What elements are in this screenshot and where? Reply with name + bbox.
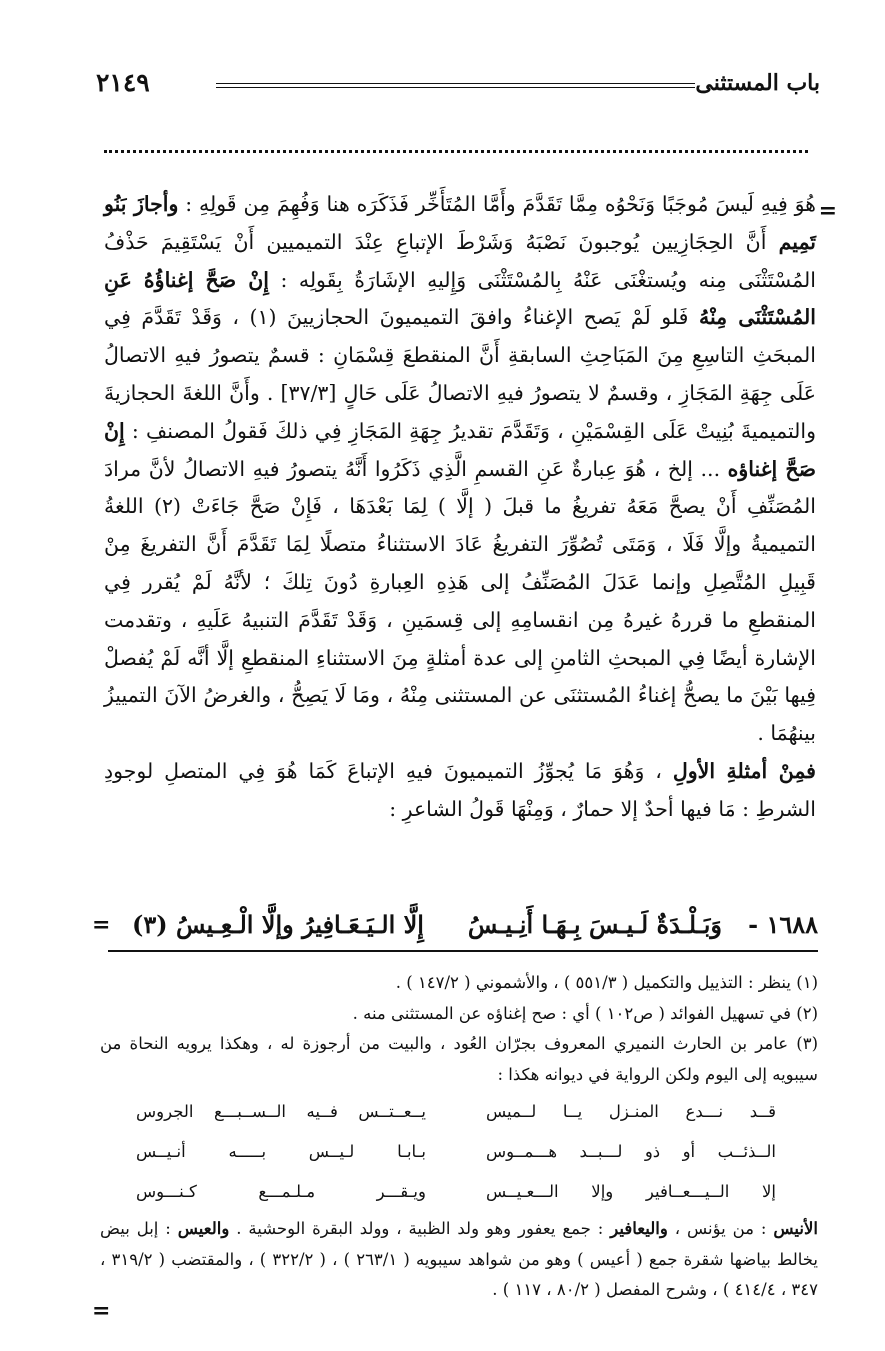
poem-row <box>136 1092 776 1132</box>
bold-quote: إِنْ صَحَّ إغناؤه <box>104 418 816 481</box>
dotted-separator <box>104 150 808 153</box>
paragraph-1: هُوَ فِيهِ لَيسَ مُوجَبًا وَنَحْوُه مِمَّا تَقَدَّمَ وأَمَّا المُتَأَخِّر فَذَكَرَه هنا وَفُهِمَ مِن قَولِهِ : وأجازَ بَنُو تَمِيم أَنَّ الحِجَازِيين يُوجبونَ نَصْبَهُ وَشَرْطَ الإتباعِ عِنْدَ التميميين أَنْ يَسْتَقِيمَ حَذْفُ المُسْتَثْنَى مِنه ويُستغْنَى عَنْهُ بِالمُسْتَثْنَى وَإِليهِ الإشَارَةُ بِقَولِه : إِنْ صَحَّ إغناؤُهُ عَنِ المُسْتَثْنَى مِنْهُ فَلو لَمْ يَصح الإغناءُ وافقَ التميميونَ الحجازيينَ (١) ، وَقَدْ تَقَدَّمَ فِي المبحَثِ التاسِعِ مِنَ المَبَاحِثِ السابقةِ أَنَّ المنقطعَ قِسْمَانِ : قسمٌ يتصورُ فيهِ الاتصالُ عَلَى جِهَةِ المَجَازِ ، وقسمٌ لا يتصورُ فيهِ الاتصالُ عَلَى حَالٍ [٣٧/٣] . وأَنَّ اللغةَ الحجازيةَ والتميميةَ بُنِيتْ عَلَى القِسْمَيْنِ ، وَتَقَدَّمَ تقديرُ جِهَةِ المَجَازِ فِي ذلكَ فَقولُ المصنفِ : إِنْ صَحَّ إغناؤه ... إلخ ، هُوَ عِبارةٌ عَنِ القسمِ الَّذِي ذَكَرُوا أَنَّهُ يتصورُ فيهِ الاتصالُ لأنَّ مرادَ المُصَنِّفِ أَنْ يصحَّ مَعَهُ تفريغُ ما قبلَ ( إلَّا ) لِمَا بَعْدَهَا ، فَإِنْ صَحَّ جَاءَتْ (٢) اللغةُ التميميةُ وإلَّا فَلَا ، وَمَتَى تُصُوِّرَ التفريغُ عَادَ الاستثناءُ متصلًا لِمَا تَقَدَّمَ أَنَّ التفريغَ مِنْ قَبِيلِ المُتَّصِلِ وإنما عَدَلَ المُصَنِّفُ إلى هَذِهِ العِبارةِ دُونَ تِلكَ ؛ لأنَّهُ لَمْ يُقرر فِي المنقطعِ ما قررهُ غيرهُ مِن انقسامِهِ إلى قِسمَينِ ، وَقَدْ تَقَدَّمَ التنبيهُ عَلَيهِ ، وتقدمت الإشارة أيضًا فِي المبحثِ الثامنِ إلى عدة أمثلةٍ مِنَ الاستثناءِ المنقطعِ إلَّا أنَّه لَمْ يُفصلْ فِيها بَيْنَ ما يصحُّ إغناءُ المُستثنَى عن المستثنى مِنْهُ ، ومَا لَا يَصِحُّ ، والغرضُ الآنَ التمييزُ بينهُمَا . <box>104 192 816 746</box>
verse-number: ١٦٨٨ - <box>748 910 818 939</box>
verse-end-mark: = <box>92 912 111 938</box>
header-rule <box>216 83 695 88</box>
footnote-poem <box>136 1092 776 1212</box>
paragraph-2: فمِنْ أمثلةِ الأولِ ، وَهُوَ مَا يُجوِّزُ التميميونَ فيهِ الإتباعَ كَمَا هُوَ فِي المتصلِ لوجودِ الشرطِ : مَا فيها أحدٌ إلا حمارٌ ، وَمِنْهَا قَولُ الشاعرِ : <box>104 758 816 821</box>
bold-quote: فمِنْ أمثلةِ الأولِ <box>672 758 816 783</box>
verse-hemistich-2: إِلَّا الـيَـعَـافِيرُ وإلَّا الْـعِـيسُ (٣) <box>132 910 424 939</box>
footnote-1: (١) ينظر : التذييل والتكميل ( ٥٥١/٣ ) ، والأشموني ( ١٤٧/٢ ) . <box>395 973 818 992</box>
bold-quote: إِنْ صَحَّ إغناؤُهُ عَنِ المُسْتَثْنَى مِنْهُ <box>104 267 816 330</box>
poem-hemistich: يــعــتــس فــيه الــســبـــع الجروس <box>136 1102 426 1121</box>
poem-hemistich: ويـقـــر مـلـمـــع كـنـــوس <box>136 1182 426 1201</box>
footnote-3: (٣) عامر بن الحارث النميري المعروف بجرّان العُود ، والبيت من أرجوزة له ، وهكذا يرويه النحاة من سيبويه إلى اليوم ولكن الرواية في ديوانه هكذا : <box>100 1034 818 1084</box>
verse-line <box>108 906 818 952</box>
page-header <box>96 68 820 108</box>
verse-hemistich-1: وَبَـلْـدَةٌ لَـيـسَ بِـهَـا أَنِـيـسُ <box>467 910 722 939</box>
footnote-2: (٢) في تسهيل الفوائد ( ص١٠٢ ) أي : صح إغناؤه عن المستثنى منه . <box>352 1003 818 1023</box>
poem-row <box>136 1132 776 1172</box>
chapter-title: باب المستثنى <box>695 70 820 96</box>
footnote-end-mark: = <box>92 1298 111 1324</box>
continuation-mark: = <box>818 198 837 224</box>
poem-hemistich: الــذئــب أو ذو لـــبــد هـــمــوس <box>486 1142 776 1161</box>
poem-hemistich: إلا الــيـــعــافير وإلا الـــعـيــس <box>486 1182 776 1201</box>
poem-hemistich: بـابـا لـيــس بـــــه أنـيــس <box>136 1142 426 1161</box>
main-text <box>104 186 816 829</box>
poem-hemistich: قــد نـــدع المنـزل يــا لــميس <box>486 1102 776 1121</box>
bold-quote: وأجازَ بَنُو تَمِيم <box>104 192 816 254</box>
footnote-gloss: الأنيس : من يؤنس ، واليعافير : جمع يعفور وهو ولد الظبية ، وولد البقرة الوحشية . والعيس : إبل بيض يخالط بياضها شقرة جمع ( أعيس ) وهو من شواهد سيبويه ( ٢٦٣/١ ) ، ( ٣٢٢/٢ ) ، والمقتضب ( ٣١٩/٢ ، ٣٤٧ ، ٤١٤/٤ ) ، وشرح المفصل ( ٨٠/٢ ، ١١٧ ) . <box>100 1219 818 1299</box>
page-number: ٢١٤٩ <box>96 68 150 97</box>
poem-row <box>136 1172 776 1212</box>
footnotes <box>100 968 818 1306</box>
